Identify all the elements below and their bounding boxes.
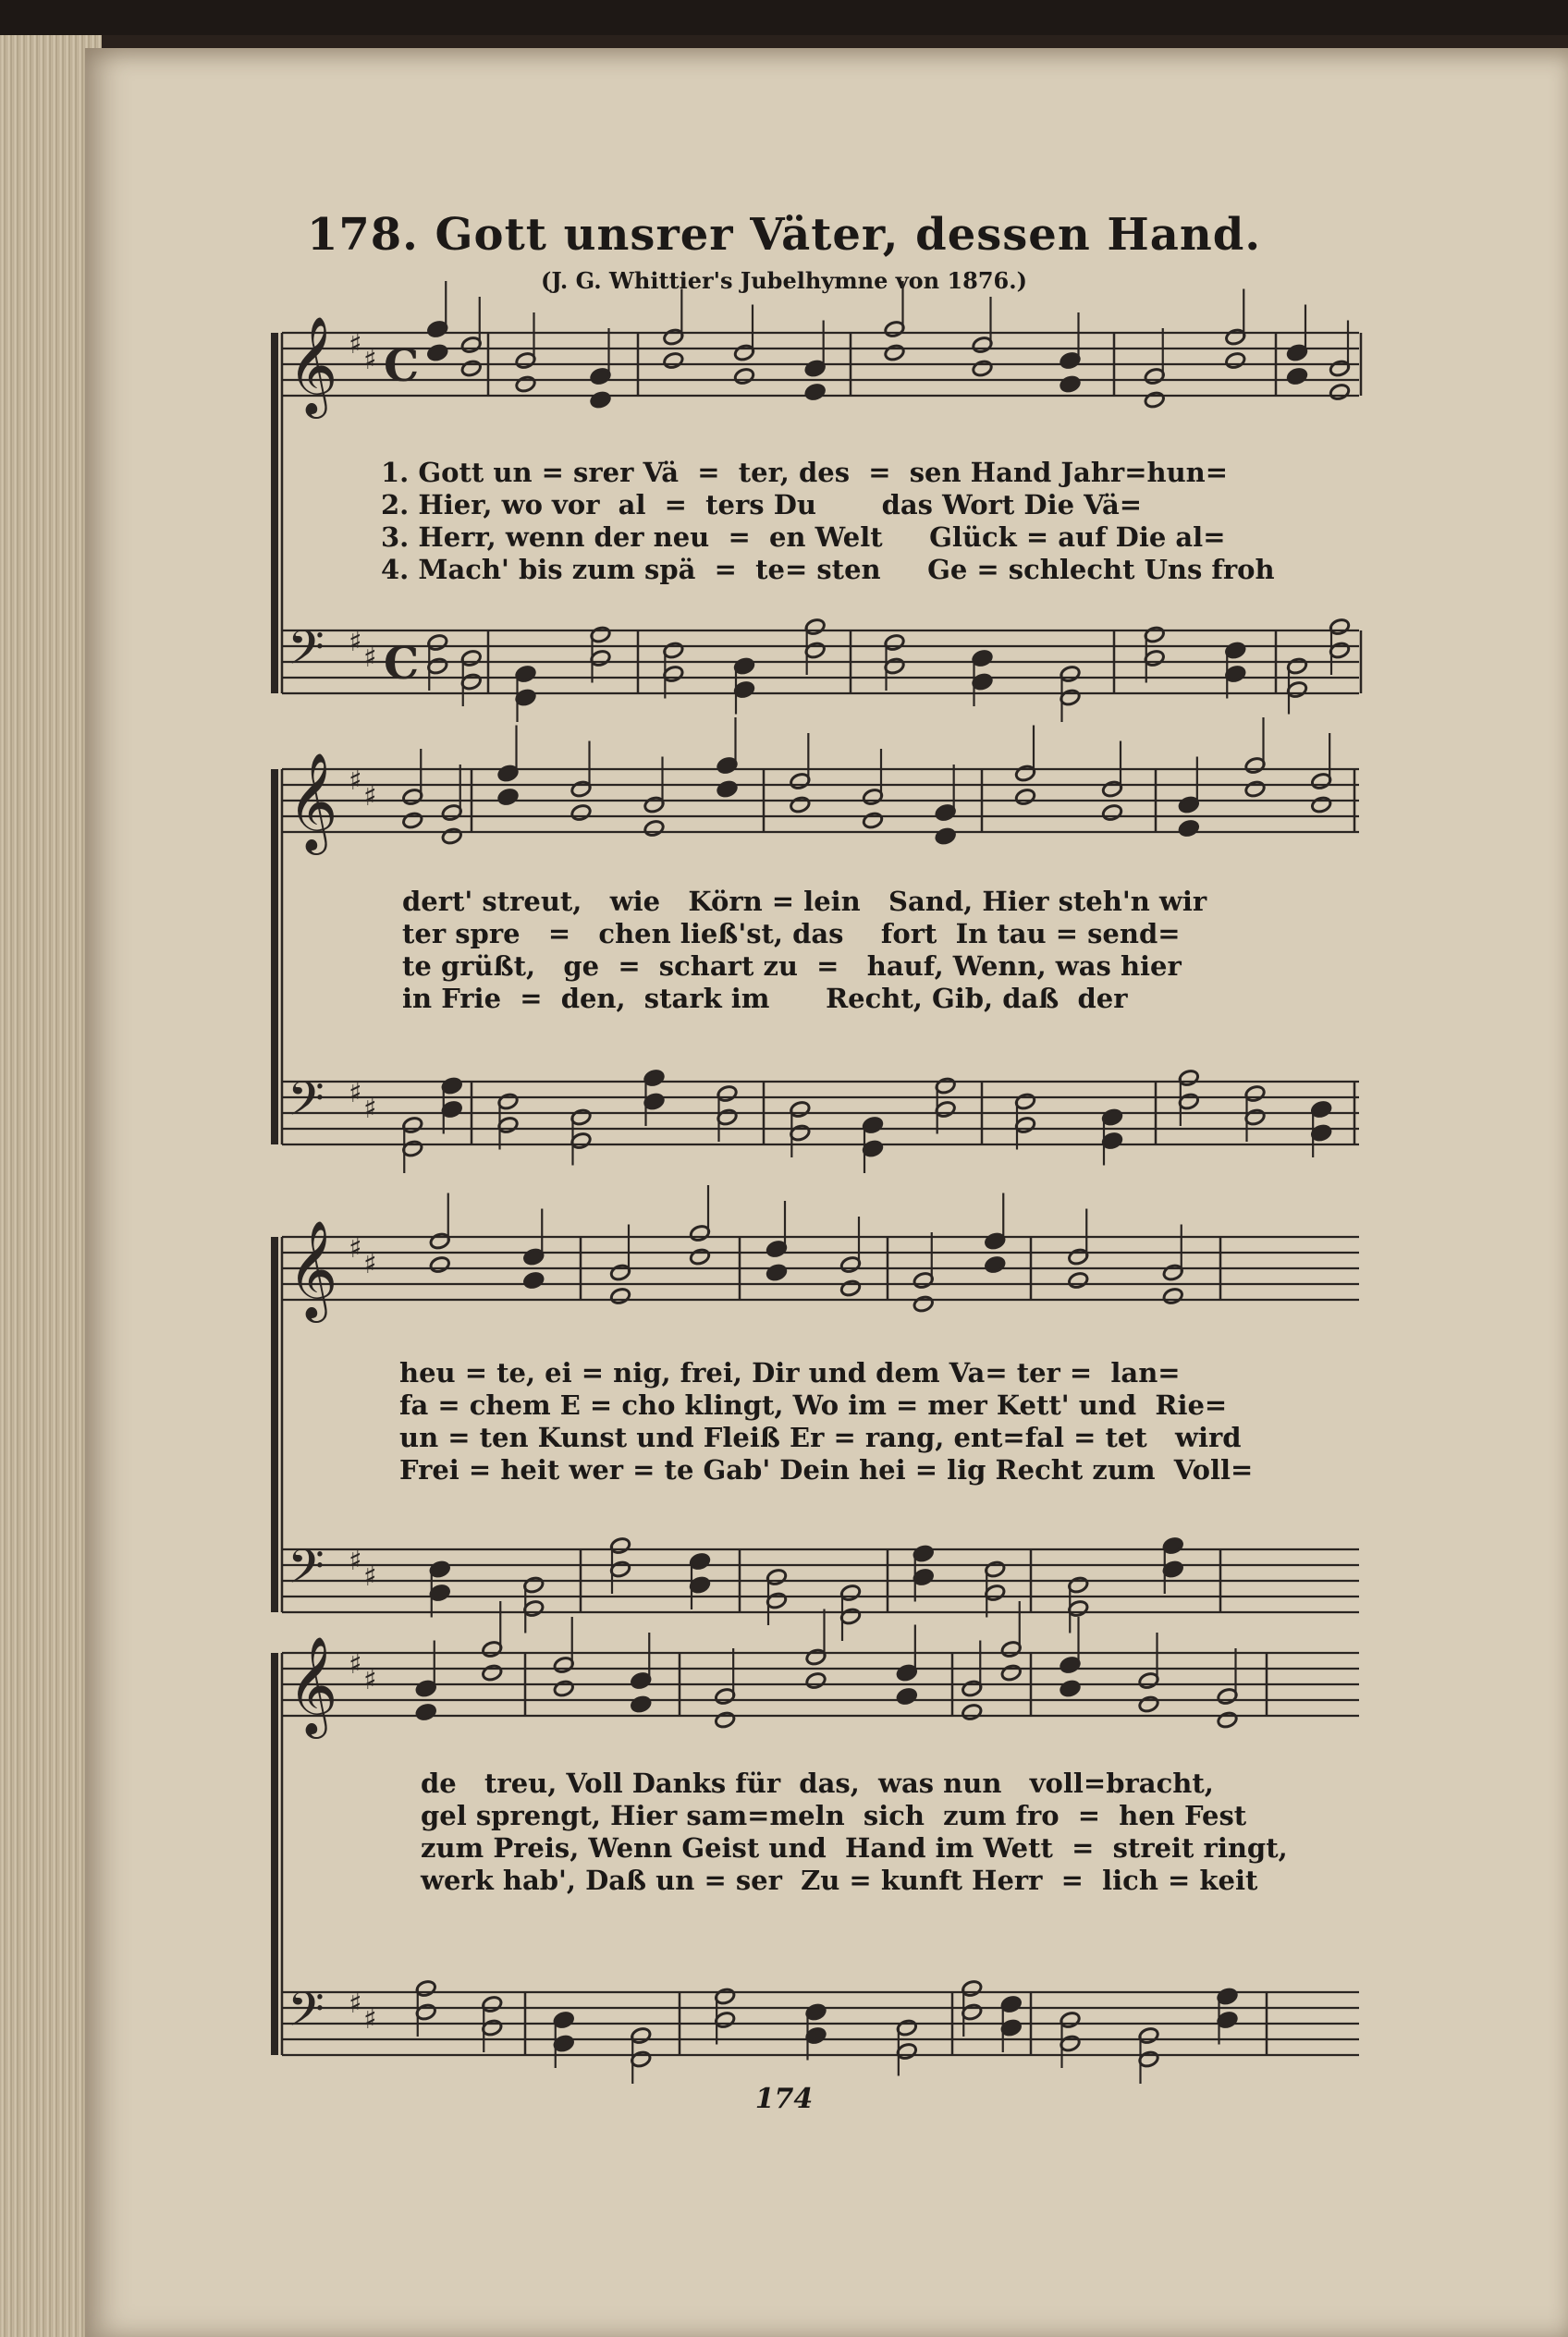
lyric-verse-3: te grüßt, ge = schart zu = hauf, Wenn, was hier [402, 950, 1182, 982]
notehead [766, 1264, 788, 1282]
time-signature-icon: C [384, 638, 420, 690]
notehead [717, 780, 739, 799]
system-bracket [271, 1237, 278, 1612]
notehead [984, 1255, 1006, 1274]
notehead [1310, 796, 1332, 814]
notehead [643, 819, 666, 838]
key-signature-icon: ♯ [349, 328, 362, 361]
key-signature-icon: ♯ [363, 1664, 377, 1696]
key-signature-icon: ♯ [363, 344, 377, 376]
bass-clef-icon: 𝄢 [288, 1538, 325, 1606]
key-signature-icon: ♯ [363, 1560, 377, 1593]
lyric-verse-2: ter spre = chen ließ'st, das fort In tau = send= [402, 918, 1181, 949]
notehead [714, 1711, 736, 1730]
key-signature-icon: ♯ [349, 1988, 362, 2020]
lyric-verse-4: in Frie = den, stark im Recht, Gib, daß der [402, 983, 1128, 1014]
notehead [481, 1664, 503, 1682]
notehead [1286, 367, 1308, 385]
notehead [1217, 1711, 1239, 1730]
notehead [553, 1680, 575, 1698]
lyric-verse-1: heu = te, ei = nig, frei, Dir und dem Va= ter = lan= [399, 1357, 1181, 1389]
key-signature-icon: ♯ [363, 642, 377, 674]
notehead [790, 796, 812, 814]
treble-clef-icon: 𝄞 [288, 1219, 338, 1318]
notehead [1060, 1680, 1082, 1698]
lyric-verse-4: 4. Mach' bis zum spä = te= sten Ge = schlecht Uns froh [381, 554, 1275, 585]
system-brackets [271, 333, 278, 2055]
notehead [805, 1671, 827, 1690]
notehead [804, 383, 827, 401]
notehead [1014, 788, 1036, 806]
notehead [1178, 819, 1200, 838]
lyric-verse-2: 2. Hier, wo vor al = ters Du das Wort Die Vä= [381, 489, 1143, 520]
key-signature-icon: ♯ [363, 1248, 377, 1280]
page-number: 174 [754, 2083, 814, 2115]
lyric-verse-3: 3. Herr, wenn der neu = en Welt Glück = auf Die al= [381, 521, 1226, 553]
system-bracket [271, 1653, 278, 2055]
lyric-verse-4: Frei = heit wer = te Gab' Dein hei = lig Recht zum Voll= [399, 1454, 1254, 1486]
bass-clef-icon: 𝄢 [288, 1071, 325, 1138]
notehead [961, 1703, 983, 1721]
lyric-verse-1: 1. Gott un = srer Vä = ter, des = sen Hand Jahr=hun= [381, 457, 1229, 488]
hymn-subtitle: (J. G. Whittier's Jubelhymne von 1876.) [541, 267, 1027, 294]
key-signature-icon: ♯ [349, 1545, 362, 1577]
notehead [935, 827, 957, 846]
lyric-verse-1: de treu, Voll Danks für das, was nun voll=bracht, [421, 1768, 1214, 1799]
notehead [415, 1703, 437, 1721]
notehead [1162, 1287, 1184, 1305]
notehead [896, 1687, 918, 1706]
notehead [1000, 1664, 1023, 1682]
notehead [515, 375, 537, 394]
lyric-verse-3: un = ten Kunst und Fleiß Er = rang, ent=fal = tet wird [399, 1422, 1242, 1453]
treble-clef-icon: 𝄞 [288, 315, 338, 414]
key-signature-icon: ♯ [349, 1077, 362, 1109]
key-signature-icon: ♯ [363, 1093, 377, 1125]
notehead [522, 1271, 545, 1290]
lyric-verse-1: dert' streut, wie Körn = lein Sand, Hier steh'n wir [402, 886, 1207, 917]
key-signature-icon: ♯ [349, 1648, 362, 1681]
notehead [839, 1279, 862, 1298]
notehead [1224, 351, 1246, 370]
notehead [1329, 383, 1351, 401]
notehead [1067, 1271, 1089, 1290]
notehead [497, 788, 520, 806]
system-bracket [271, 769, 278, 1144]
key-signature-icon: ♯ [349, 1232, 362, 1265]
key-signature-icon: ♯ [349, 765, 362, 797]
key-signature-icon: ♯ [363, 780, 377, 813]
notehead [689, 1248, 711, 1266]
lyric-verse-2: gel sprengt, Hier sam=meln sich zum fro = hen Fest [421, 1800, 1247, 1831]
notehead [1138, 1695, 1160, 1714]
notehead [570, 803, 593, 822]
lyric-verse-3: zum Preis, Wenn Geist und Hand im Wett = streit ringt, [421, 1832, 1288, 1864]
notehead [663, 351, 685, 370]
notehead [913, 1295, 935, 1314]
notehead [429, 1255, 451, 1274]
hymn-title: 178. Gott unsrer Väter, dessen Hand. [306, 209, 1262, 261]
notehead [630, 1695, 652, 1714]
key-signature-icon: ♯ [363, 2003, 377, 2036]
notehead [460, 360, 483, 378]
notehead [441, 827, 463, 846]
notehead [972, 360, 994, 378]
bass-clef-icon: 𝄢 [288, 1981, 325, 2049]
lyric-verse-2: fa = chem E = cho klingt, Wo im = mer Kett' und Rie= [399, 1389, 1228, 1421]
notehead [426, 344, 448, 362]
notehead [733, 367, 755, 385]
system-bracket [271, 333, 278, 693]
notehead [884, 344, 906, 362]
notehead [1244, 780, 1267, 799]
lyric-verse-4: werk hab', Daß un = ser Zu = kunft Herr = lich = keit [421, 1865, 1258, 1896]
notehead [609, 1287, 631, 1305]
key-signature-icon: ♯ [349, 626, 362, 658]
notehead [1101, 803, 1123, 822]
time-signature-icon: C [384, 340, 420, 392]
notehead [862, 812, 884, 830]
notehead [401, 812, 423, 830]
bass-clef-icon: 𝄢 [288, 619, 325, 687]
treble-clef-icon: 𝄞 [288, 752, 338, 850]
treble-clef-icon: 𝄞 [288, 1635, 338, 1734]
notehead [590, 391, 612, 410]
notehead [1144, 391, 1166, 410]
notehead [1060, 375, 1082, 394]
